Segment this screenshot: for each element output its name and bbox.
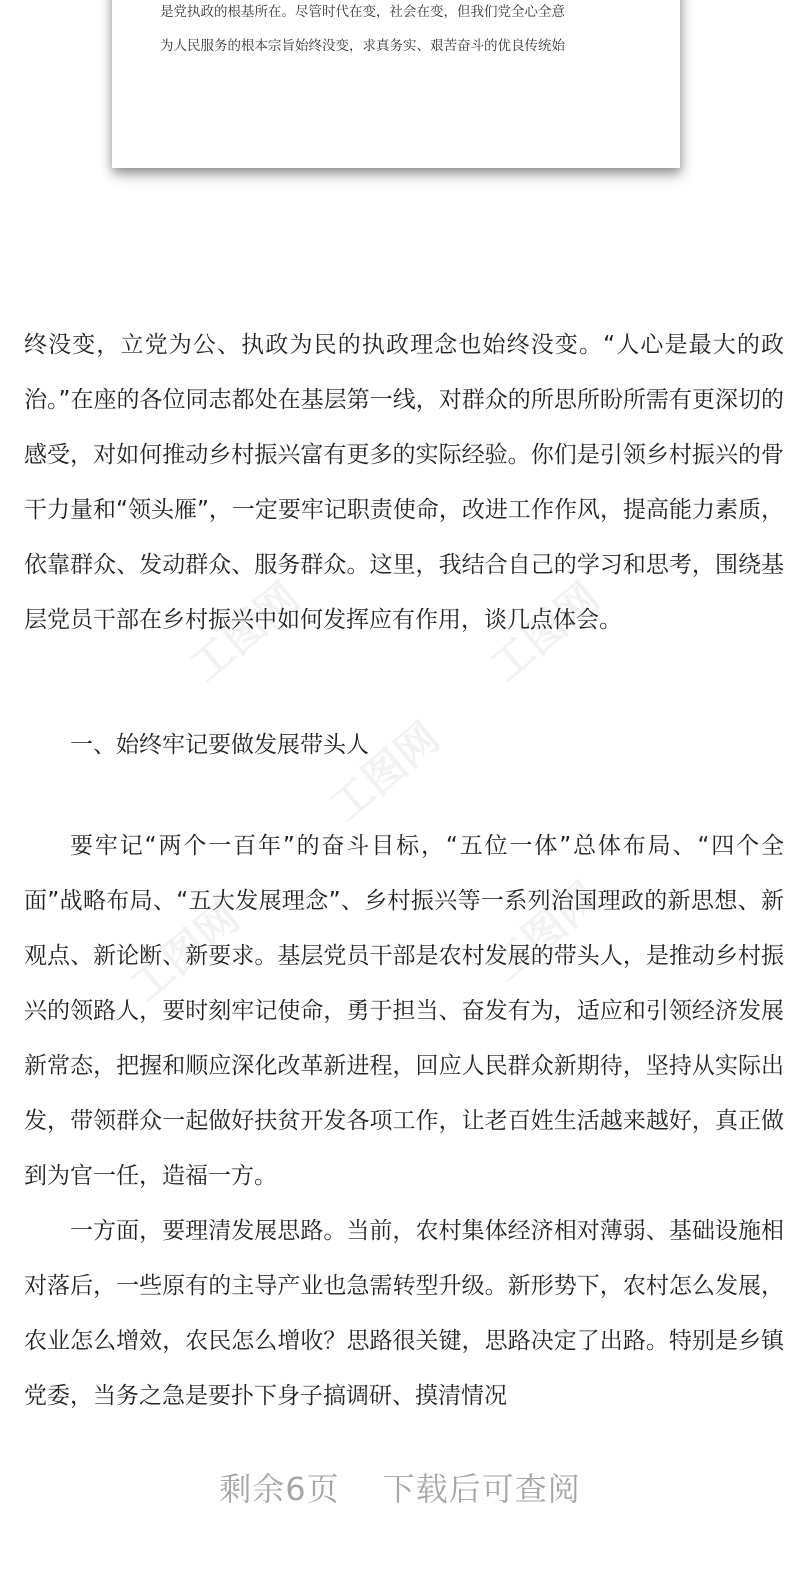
watermark: 工图网 bbox=[120, 892, 249, 1012]
watermark: 工图网 bbox=[320, 712, 449, 832]
section-body bbox=[24, 819, 784, 1424]
download-prompt[interactable] bbox=[0, 1467, 800, 1511]
watermark: 工图网 bbox=[480, 572, 609, 692]
body-paragraph-1: 要牢记“两个一百年”的奋斗目标，“五位一体”总体布局、“四个全面”战略布局、“五大发展理念”、乡村振兴等一系列治国理政的新思想、新观点、新论断、新要求。基层党员干部是农村发展的带头人，是推动乡村振兴的领路人，要时刻牢记使命，勇于担当、奋发有为，适应和引领经济发展新常态，把握和顺应深化改革新进程，回应人民群众新期待，坚持从实际出发，带领群众一起做好扶贫开发各项工作，让老百姓生活越来越好，真正做到为官一任，造福一方。 bbox=[24, 833, 784, 1189]
section-heading: 一、始终牢记要做发展带头人 bbox=[70, 732, 369, 758]
watermark: 工图网 bbox=[180, 572, 309, 692]
body-paragraph-2: 一方面，要理清发展思路。当前，农村集体经济相对薄弱、基础设施相对落后，一些原有的主导产业也急需转型升级。新形势下，农村怎么发展，农业怎么增效，农民怎么增收？思路很关键，思路决定了出路。特别是乡镇党委，当务之急是要扑下身子搞调研、摸清情况 bbox=[24, 1218, 784, 1409]
remaining-pages-label: 剩余6页 bbox=[219, 1470, 340, 1508]
preview-line-1: 是党执政的根基所在。尽管时代在变，社会在变，但我们党全心全意 bbox=[160, 4, 565, 20]
preview-line-2: 为人民服务的根本宗旨始终没变，求真务实、艰苦奋斗的优良传统始 bbox=[160, 38, 565, 54]
download-hint-label: 下载后可查阅 bbox=[382, 1470, 581, 1508]
watermark: 工图网 bbox=[480, 872, 609, 992]
intro-paragraph-block bbox=[24, 318, 784, 648]
intro-paragraph: 终没变，立党为公、执政为民的执政理念也始终没变。“人心是最大的政治。”在座的各位同志都处在基层第一线，对群众的所思所盼所需有更深切的感受，对如何推动乡村振兴富有更多的实际经验。你们是引领乡村振兴的骨干力量和“领头雁”，一定要牢记职责使命，改进工作作风，提高能力素质，依靠群众、发动群众、服务群众。这里，我结合自己的学习和思考，围绕基层党员干部在乡村振兴中如何发挥应有作用，谈几点体会。 bbox=[24, 332, 784, 633]
preview-card bbox=[112, 0, 680, 168]
